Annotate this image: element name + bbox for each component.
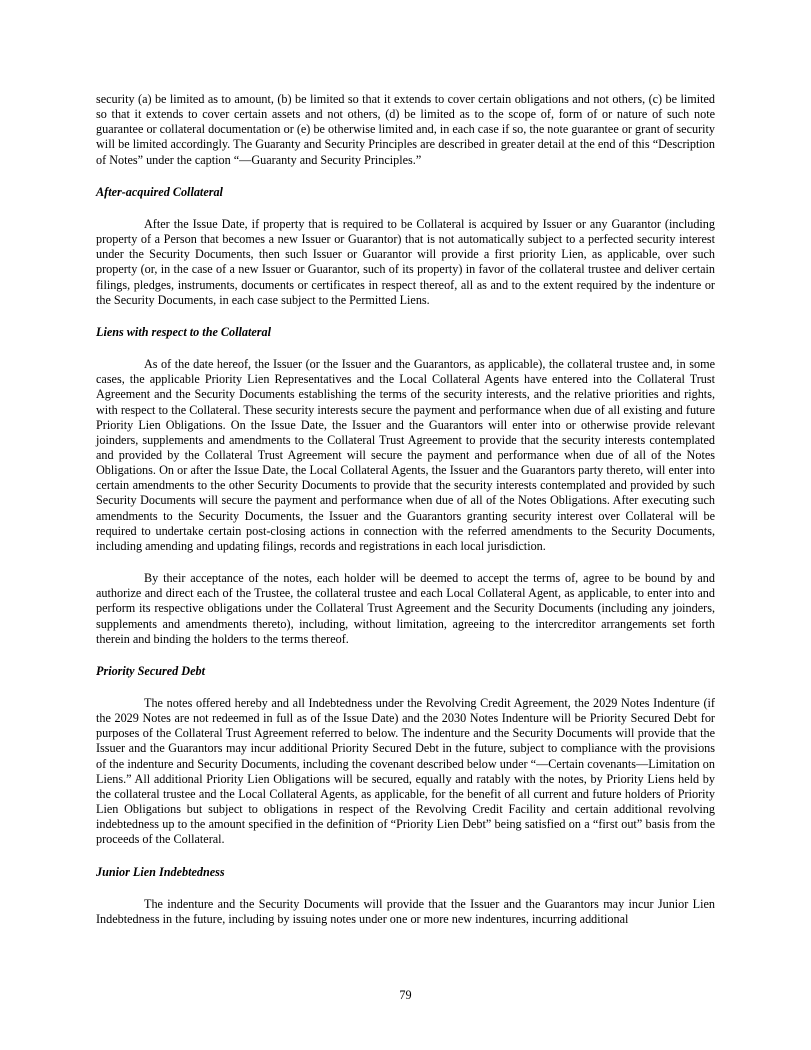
paragraph-holder-acceptance: By their acceptance of the notes, each holder will be deemed to accept the terms of, agree to be bound by and authorize and direct each of the Trustee, the collateral trustee and each Local Collateral Agent, as applicable, to enter into and perform its respective obligations under the Collateral Trust Agreement and the Security Documents (including any joinders, supplements and amendments thereto), including, without limitation, agreeing to the intercreditor arrangements set forth therein and binding the holders to the terms thereof. [96,571,715,646]
heading-after-acquired-collateral: After-acquired Collateral [96,184,223,199]
paragraph-security-limitations: security (a) be limited as to amount, (b) be limited so that it extends to cover certain obligations and not others, (c) be limited so that it extends to cover certain assets and not others, (d) be limited as to the scope of, form of or nature of such note guarantee or collateral documentation or (e) be otherwise limited and, in each case if so, the note guarantee or grant of security will be limited accordingly. The Guaranty and Security Principles are described in greater detail at the end of this “Description of Notes” under the caption “—Guaranty and Security Principles.” [96,92,715,167]
document-page [96,92,715,927]
paragraph-after-acquired-collateral: After the Issue Date, if property that is required to be Collateral is acquired by Issuer or any Guarantor (including property of a Person that becomes a new Issuer or Guarantor) that is not automatically subject to a perfected security interest under the Security Documents, then such Issuer or Guarantor will provide a first priority Lien, as applicable, over such property (or, in the case of a new Issuer or Guarantor, such of its property) in favor of the collateral trustee and deliver certain filings, pledges, instruments, documents or certificates in respect thereof, all as and to the extent required by the indenture or the Security Documents, in each case subject to the Permitted Liens. [96,216,715,307]
heading-liens-collateral: Liens with respect to the Collateral [96,324,272,339]
page-number: 79 [399,988,412,1002]
paragraph-priority-secured-debt: The notes offered hereby and all Indebtedness under the Revolving Credit Agreement, the 2029 Notes Indenture (if the 2029 Notes are not redeemed in full as of the Issue Date) and the 2030 Notes Indenture will be Priority Secured Debt for purposes of the Collateral Trust Agreement referred to below. The indenture and the Security Documents will provide that the Issuer and the Guarantors may incur additional Priority Secured Debt in the future, subject to compliance with the provisions of the indenture and Security Documents, including the covenant described below under “—Certain covenants—Limitation on Liens.” All additional Priority Lien Obligations will be secured, equally and ratably with the notes, by Priority Liens held by the collateral trustee and the Local Collateral Agents, as applicable, for the benefit of all current and future holders of Priority Lien Obligations but subject to obligations in respect of the Revolving Credit Facility and certain additional revolving indebtedness up to the amount specified in the definition of “Priority Lien Debt” being satisfied on a “first out” basis from the proceeds of the Collateral. [96,696,715,847]
heading-junior-lien-indebtedness: Junior Lien Indebtedness [96,864,225,879]
heading-priority-secured-debt: Priority Secured Debt [96,663,205,678]
paragraph-liens-collateral: As of the date hereof, the Issuer (or the Issuer and the Guarantors, as applicable), the collateral trustee and, in some cases, the applicable Priority Lien Representatives and the Local Collateral Agents have entered into the Collateral Trust Agreement and the Security Documents establishing the terms of the security interests, and the relative priorities and rights, with respect to the Collateral. These security interests secure the payment and performance when due of all existing and future Priority Lien Obligations. On the Issue Date, the Issuer and the Guarantors will enter into or otherwise provide relevant joinders, supplements and amendments to the Collateral Trust Agreement to provide that the security interests contemplated and provided by the Collateral Trust Agreement will secure the payment and performance when due of all of the Notes Obligations. On or after the Issue Date, the Local Collateral Agents, the Issuer and the Guarantors party thereto, will enter into certain amendments to the other Security Documents to provide that the security interests contemplated and provided by such Security Documents will secure the payment and performance when due of all of the Notes Obligations. After executing such amendments to the Security Documents, the Issuer and the Guarantors granting security interest over Collateral will be required to undertake certain post-closing actions in connection with the referred amendments to the Security Documents, including amending and updating filings, records and registrations in each local jurisdiction. [96,357,715,553]
paragraph-junior-lien-indebtedness: The indenture and the Security Documents will provide that the Issuer and the Guarantors may incur Junior Lien Indebtedness in the future, including by issuing notes under one or more new indentures, incurring additional [96,896,715,926]
